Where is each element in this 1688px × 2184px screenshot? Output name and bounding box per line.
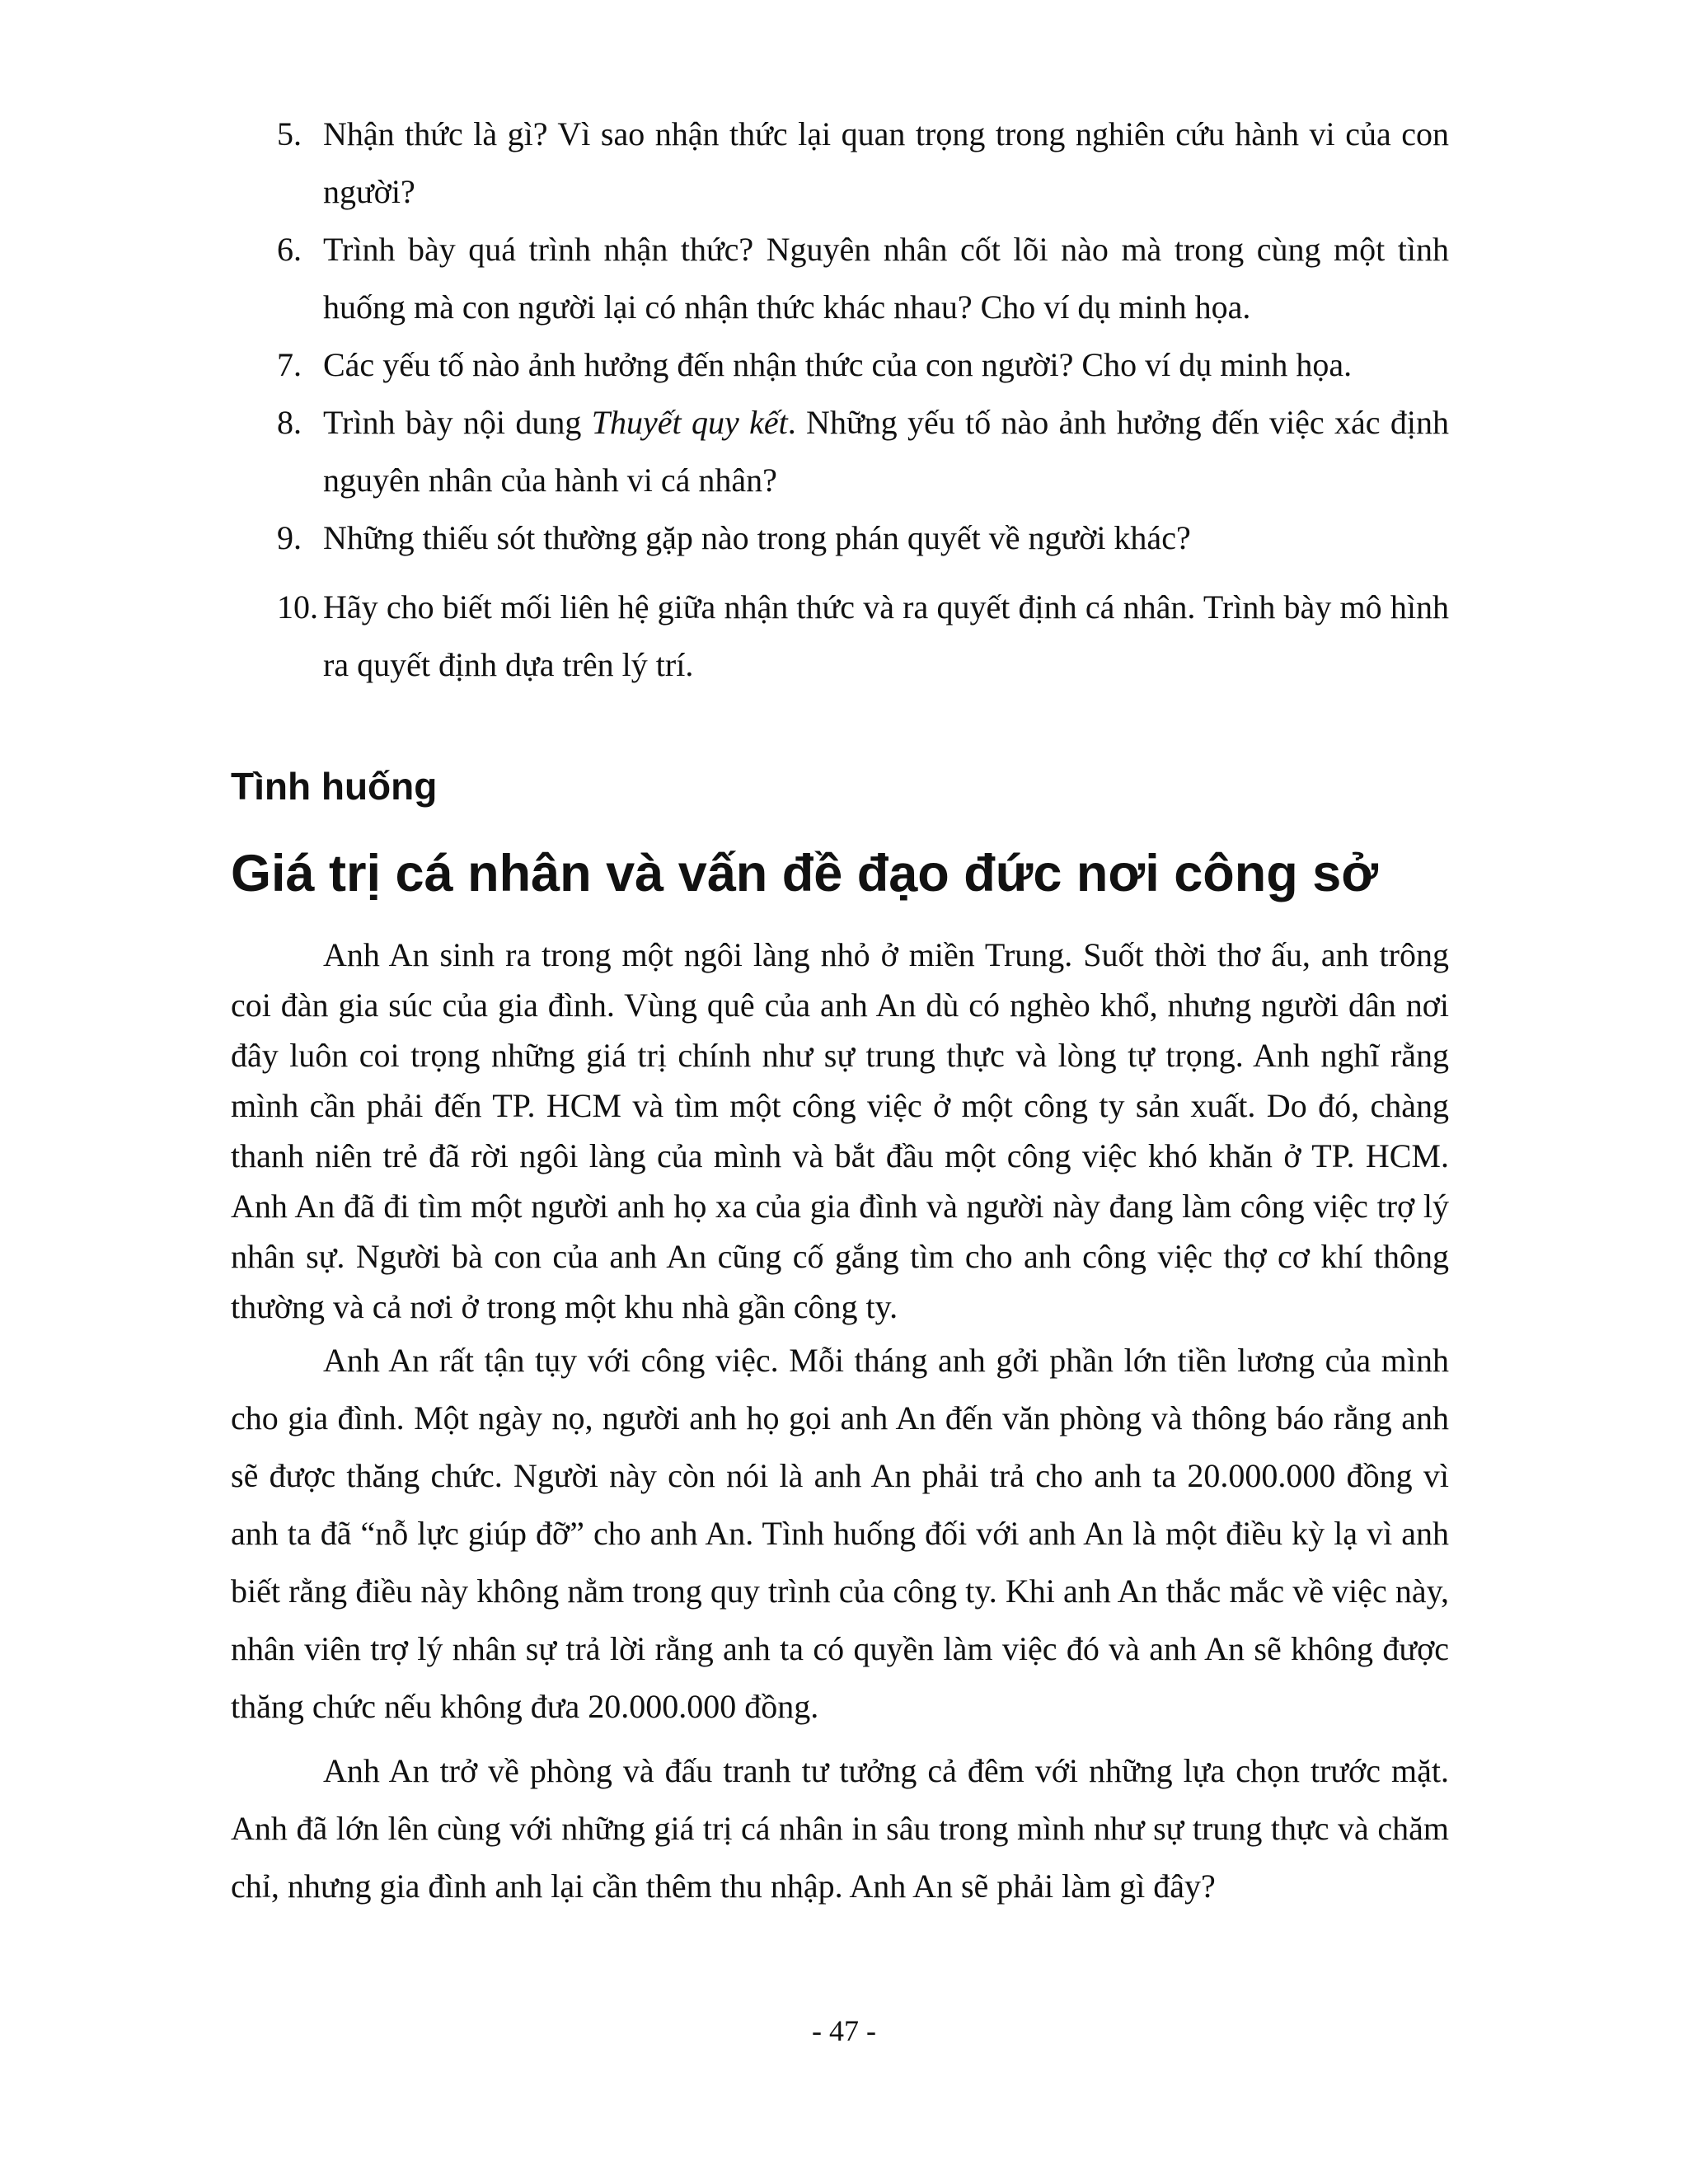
case-paragraph: Anh An rất tận tụy với công việc. Mỗi tháng anh gởi phần lớn tiền lương của mình cho gia đình. Một ngày nọ, người anh họ gọi anh An đến văn phòng và thông báo rằng anh sẽ được thăng chức. Người này còn nói là anh An phải trả cho anh ta 20.000.000 đồng vì anh ta đã “nỗ lực giúp đỡ” cho anh An. Tình huống đối với anh An là một điều kỳ lạ vì anh biết rằng điều này không nằm trong quy trình của công ty. Khi anh An thắc mắc về việc này, nhân viên trợ lý nhân sự trả lời rằng anh ta có quyền làm việc đó và anh An sẽ không được thăng chức nếu không đưa 20.000.000 đồng. (231, 1342, 1449, 1725)
page-number: - 47 - (812, 2014, 876, 2047)
question-number: 10. (277, 588, 318, 626)
question-text-end: . Những yếu tố nào ảnh hưởng đến việc xác định nguyên nhân của hành vi cá nhân? (323, 404, 1449, 499)
question-text: Những thiếu sót thường gặp nào trong phán quyết về người khác? (323, 519, 1191, 556)
question-item (277, 105, 1449, 221)
question-text: Nhận thức là gì? Vì sao nhận thức lại quan trọng trong nghiên cứu hành vi của con người? (323, 115, 1449, 210)
case-paragraph: Anh An trở về phòng và đấu tranh tư tưởng cả đêm với những lựa chọn trước mặt. Anh đã lớn lên cùng với những giá trị cá nhân in sâu trong mình như sự trung thực và chăm chỉ, nhưng gia đình anh lại cần thêm thu nhập. Anh An sẽ phải làm gì đây? (231, 1752, 1449, 1905)
case-paragraph: Anh An sinh ra trong một ngôi làng nhỏ ở miền Trung. Suốt thời thơ ấu, anh trông coi đàn gia súc của gia đình. Vùng quê của anh An dù có nghèo khổ, nhưng người dân nơi đây luôn coi trọng những giá trị chính như sự trung thực và lòng tự trọng. Anh nghĩ rằng mình cần phải đến TP. HCM và tìm một công việc ở một công ty sản xuất. Do đó, chàng thanh niên trẻ đã rời ngôi làng của mình và bắt đầu một công việc khó khăn ở TP. HCM. Anh An đã đi tìm một người anh họ xa của gia đình và người này đang làm công việc trợ lý nhân sự. Người bà con của anh An cũng cố gắng tìm cho anh công việc thợ cơ khí thông thường và cả nơi ở trong một khu nhà gần công ty. (231, 936, 1449, 1325)
case-study-title: Giá trị cá nhân và vấn đề đạo đức nơi công sở (231, 845, 1379, 902)
question-item (277, 509, 1449, 567)
question-text: Trình bày quá trình nhận thức? Nguyên nhân cốt lõi nào mà trong cùng một tình huống mà con người lại có nhận thức khác nhau? Cho ví dụ minh họa. (323, 231, 1449, 326)
question-number: 7. (277, 346, 302, 383)
question-text-start: Trình bày nội dung (323, 404, 592, 441)
review-question-list (277, 105, 1449, 694)
case-study-label: Tình huống (231, 765, 438, 808)
question-text: Hãy cho biết mối liên hệ giữa nhận thức và ra quyết định cá nhân. Trình bày mô hình ra quyết định dựa trên lý trí. (323, 588, 1449, 683)
question-item (277, 336, 1449, 394)
theory-name: Thuyết quy kết (591, 404, 788, 441)
question-number: 9. (277, 519, 302, 556)
question-item (277, 221, 1449, 336)
question-number: 6. (277, 231, 302, 268)
question-item (277, 394, 1449, 509)
case-study-body (231, 930, 1449, 1915)
question-item (277, 579, 1449, 694)
question-number: 5. (277, 115, 302, 152)
question-number: 8. (277, 404, 302, 441)
question-text: Các yếu tố nào ảnh hưởng đến nhận thức của con người? Cho ví dụ minh họa. (323, 346, 1353, 383)
question-text (323, 404, 1449, 499)
